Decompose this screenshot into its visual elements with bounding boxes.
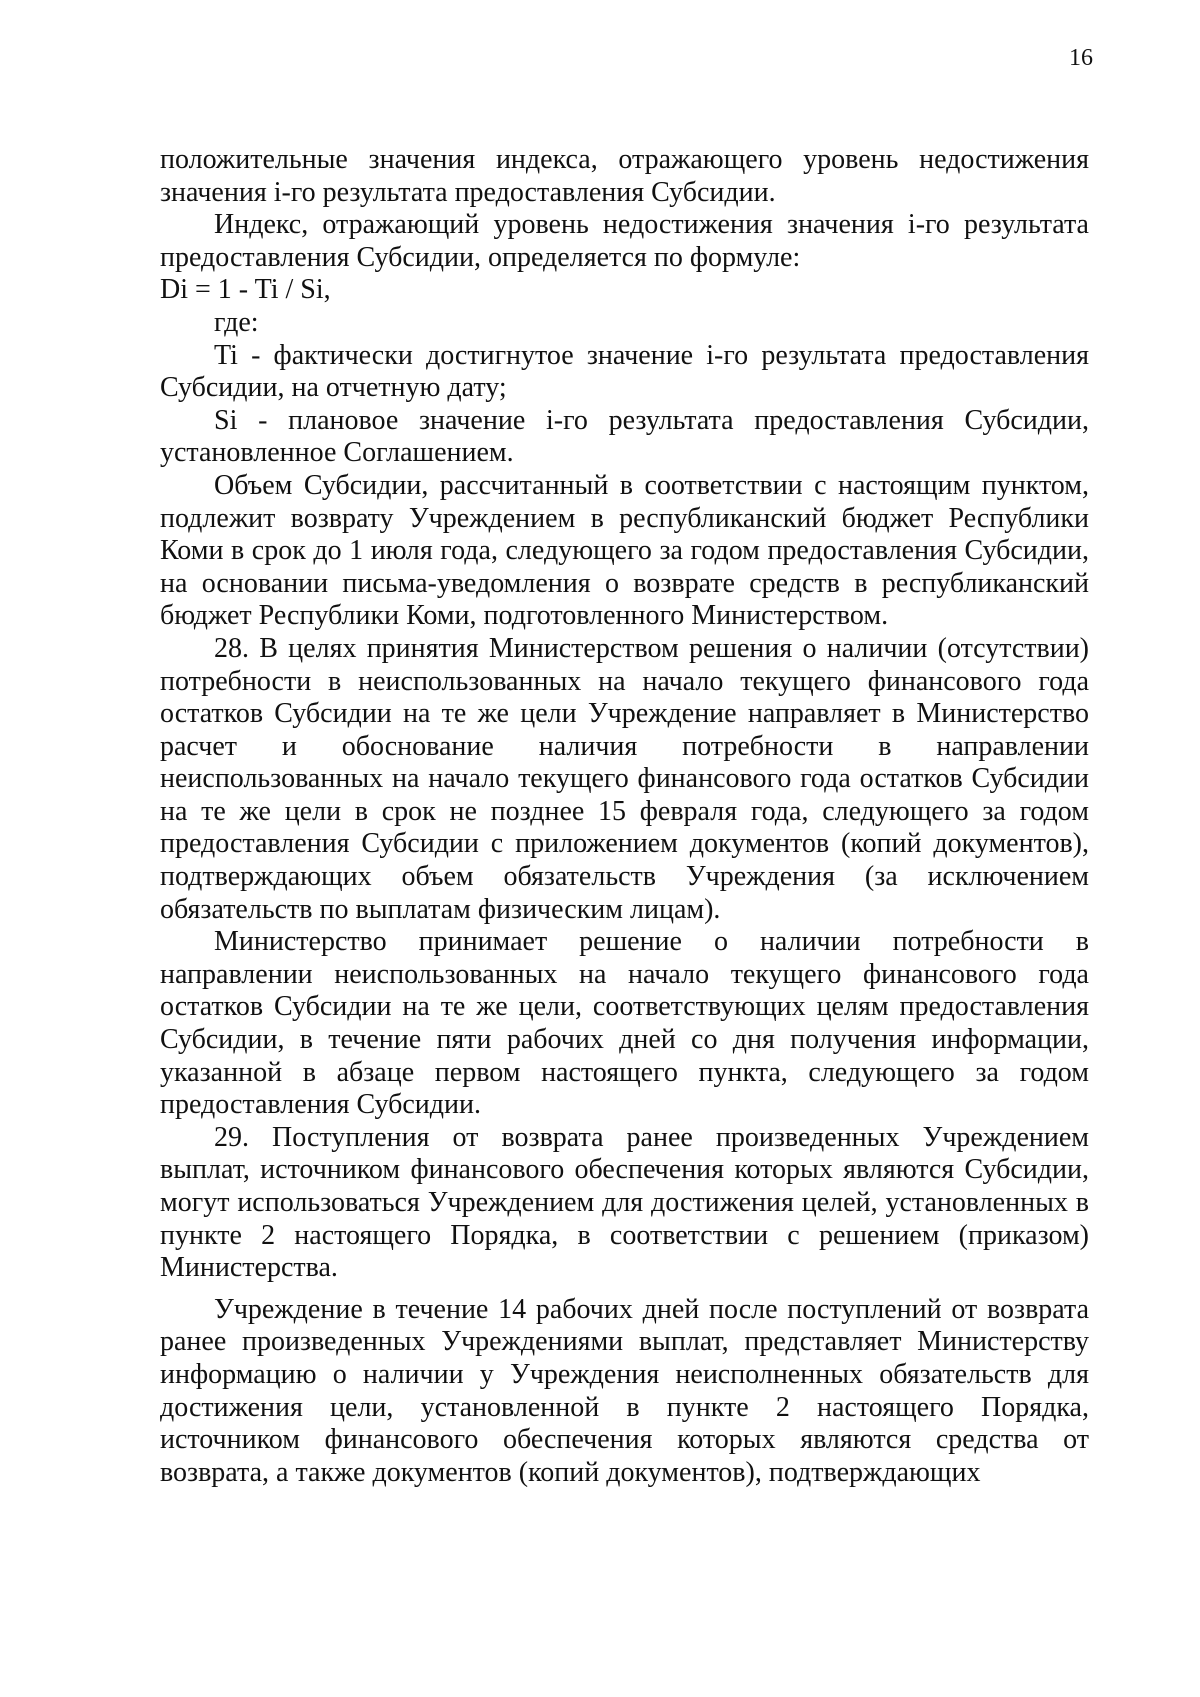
paragraph-continuation: положительные значения индекса, отражающего уровень недостижения значения i-го результата предоставления Субсидии.: [160, 144, 1089, 208]
paragraph-ti-definition: Ti - фактически достигнутое значение i-го результата предоставления Субсидии, на отчетную дату;: [160, 339, 1089, 404]
page-number: 16: [1069, 45, 1093, 71]
paragraph-return-volume: Объем Субсидии, рассчитанный в соответствии с настоящим пунктом, подлежит возврату Учреждением в республиканский бюджет Республики Коми в срок до 1 июля года, следующего за годом предоставления Субсидии, на основании письма-уведомления о возврате средств в республиканский бюджет Республики Коми, подготовленного Министерством.: [160, 469, 1089, 632]
document-body: [160, 144, 1089, 1489]
paragraph-where: где:: [214, 306, 259, 338]
paragraph-institution-info: Учреждение в течение 14 рабочих дней после поступлений от возврата ранее произведенных Учреждениями выплат, представляет Министерству информацию о наличии у Учреждения неисполненных обязательств для достижения цели, установленной в пункте 2 настоящего Порядка, источником финансового обеспечения которых являются средства от возврата, а также документов (копий документов), подтверждающих: [160, 1293, 1089, 1488]
paragraph-si-definition: Si - плановое значение i-го результата предоставления Субсидии, установленное Соглашением.: [160, 404, 1089, 469]
formula: Di = 1 - Ti / Si,: [160, 274, 331, 306]
paragraph-item-28: 28. В целях принятия Министерством решения о наличии (отсутствии) потребности в неиспользованных на начало текущего финансового года остатков Субсидии на те же цели Учреждение направляет в Министерство расчет и обоснование наличия потребности в направлении неиспользованных на начало текущего финансового года остатков Субсидии на те же цели в срок не позднее 15 февраля года, следующего за годом предоставления Субсидии с приложением документов (копий документов), подтверждающих объем обязательств Учреждения (за исключением обязательств по выплатам физическим лицам).: [160, 632, 1089, 925]
paragraph-index-definition: Индекс, отражающий уровень недостижения значения i-го результата предоставления Субсидии, определяется по формуле:: [160, 209, 1089, 273]
paragraph-item-29: 29. Поступления от возврата ранее произведенных Учреждением выплат, источником финансового обеспечения которых являются Субсидии, могут использоваться Учреждением для достижения целей, установленных в пункте 2 настоящего Порядка, в соответствии с решением (приказом) Министерства.: [160, 1121, 1089, 1284]
paragraph-ministry-decision: Министерство принимает решение о наличии потребности в направлении неиспользованных на начало текущего финансового года остатков Субсидии на те же цели, соответствующих целям предоставления Субсидии, в течение пяти рабочих дней со дня получения информации, указанной в абзаце первом настоящего пункта, следующего за годом предоставления Субсидии.: [160, 926, 1089, 1121]
